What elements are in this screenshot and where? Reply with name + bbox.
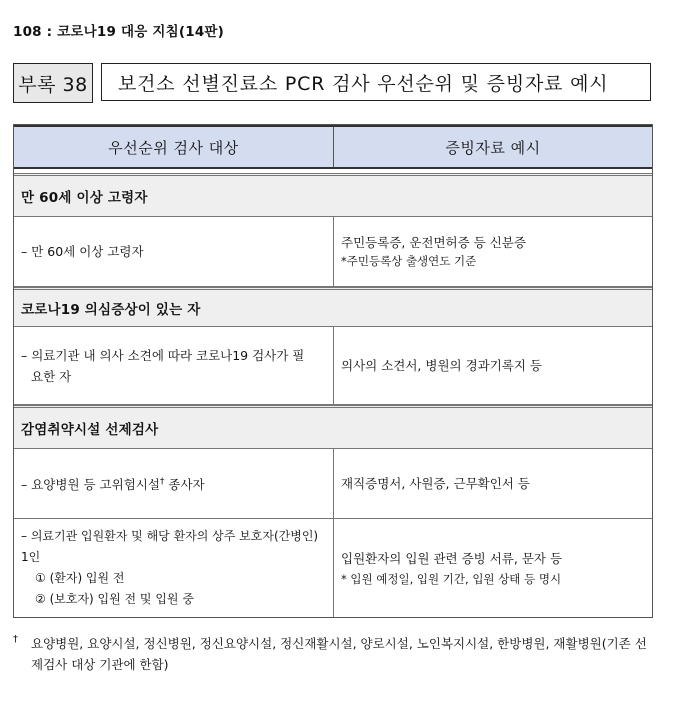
evidence-text: 재직증명서, 사원증, 근무확인서 등: [341, 476, 530, 491]
target-text: – 만 60세 이상 고령자: [21, 244, 144, 259]
section-heading-elderly: 만 60세 이상 고령자: [14, 173, 652, 217]
evidence-cell: [334, 327, 652, 404]
section-heading-vulnerable-facilities: 감염취약시설 선제검사: [14, 405, 652, 449]
footnote-mark: †: [13, 634, 18, 645]
target-text-tail: 종사자: [164, 477, 205, 493]
target-cell: [14, 217, 333, 286]
column-header-target: 우선순위 검사 대상: [108, 138, 239, 157]
evidence-note: *주민등록상 출생연도 기준: [341, 253, 477, 268]
target-text-main: – 요양병원 등 고위험시설: [21, 477, 160, 493]
target-cell: [14, 327, 333, 404]
appendix-label: 부록 38: [13, 63, 93, 103]
page-title: 보건소 선별진료소 PCR 검사 우선순위 및 증빙자료 예시: [101, 63, 651, 101]
footnote: [13, 633, 658, 675]
evidence-cell: [334, 519, 652, 617]
target-subitem-guardian: ② (보호자) 입원 전 및 입원 중: [35, 592, 194, 606]
evidence-note: * 입원 예정일, 입원 기간, 입원 상태 등 명시: [341, 571, 562, 586]
table-row: [14, 217, 652, 287]
table-header: [14, 125, 652, 169]
target-text: – 의료기관 입원환자 및 해당 환자의 상주 보호자(간병인) 1인: [21, 529, 319, 564]
priority-table: [13, 124, 653, 618]
target-text: – 의료기관 내 의사 소견에 따라 코로나19 검사가 필: [21, 347, 305, 363]
evidence-text: 입원환자의 입원 관련 증빙 서류, 문자 등: [341, 550, 563, 566]
target-cell: [14, 449, 333, 518]
table-row: [14, 449, 652, 519]
evidence-cell: [334, 449, 652, 518]
title-row: [13, 63, 653, 103]
target-text: [21, 472, 325, 495]
table-row: [14, 327, 652, 405]
target-text-continued: 요한 자: [31, 368, 72, 384]
section-heading-symptoms: 코로나19 의심증상이 있는 자: [14, 287, 652, 327]
target-subitem-patient: ① (환자) 입원 전: [35, 571, 125, 585]
footnote-marker: †: [159, 476, 165, 487]
evidence-text: 의사의 소견서, 병원의 경과기록지 등: [341, 358, 542, 373]
column-header-evidence: 증빙자료 예시: [445, 138, 541, 157]
evidence-cell: [334, 217, 652, 286]
page-header: 108 : 코로나19 대응 지침(14판): [13, 24, 225, 40]
footnote-text: 요양병원, 요양시설, 정신병원, 정신요양시설, 정신재활시설, 양로시설, 노인복지시설, 한방병원, 재활병원(기존 선제검사 대상 기관에 한함): [31, 636, 647, 672]
target-cell: [14, 519, 333, 617]
table-row: [14, 519, 652, 617]
evidence-text: 주민등록증, 운전면허증 등 신분증: [341, 234, 526, 250]
